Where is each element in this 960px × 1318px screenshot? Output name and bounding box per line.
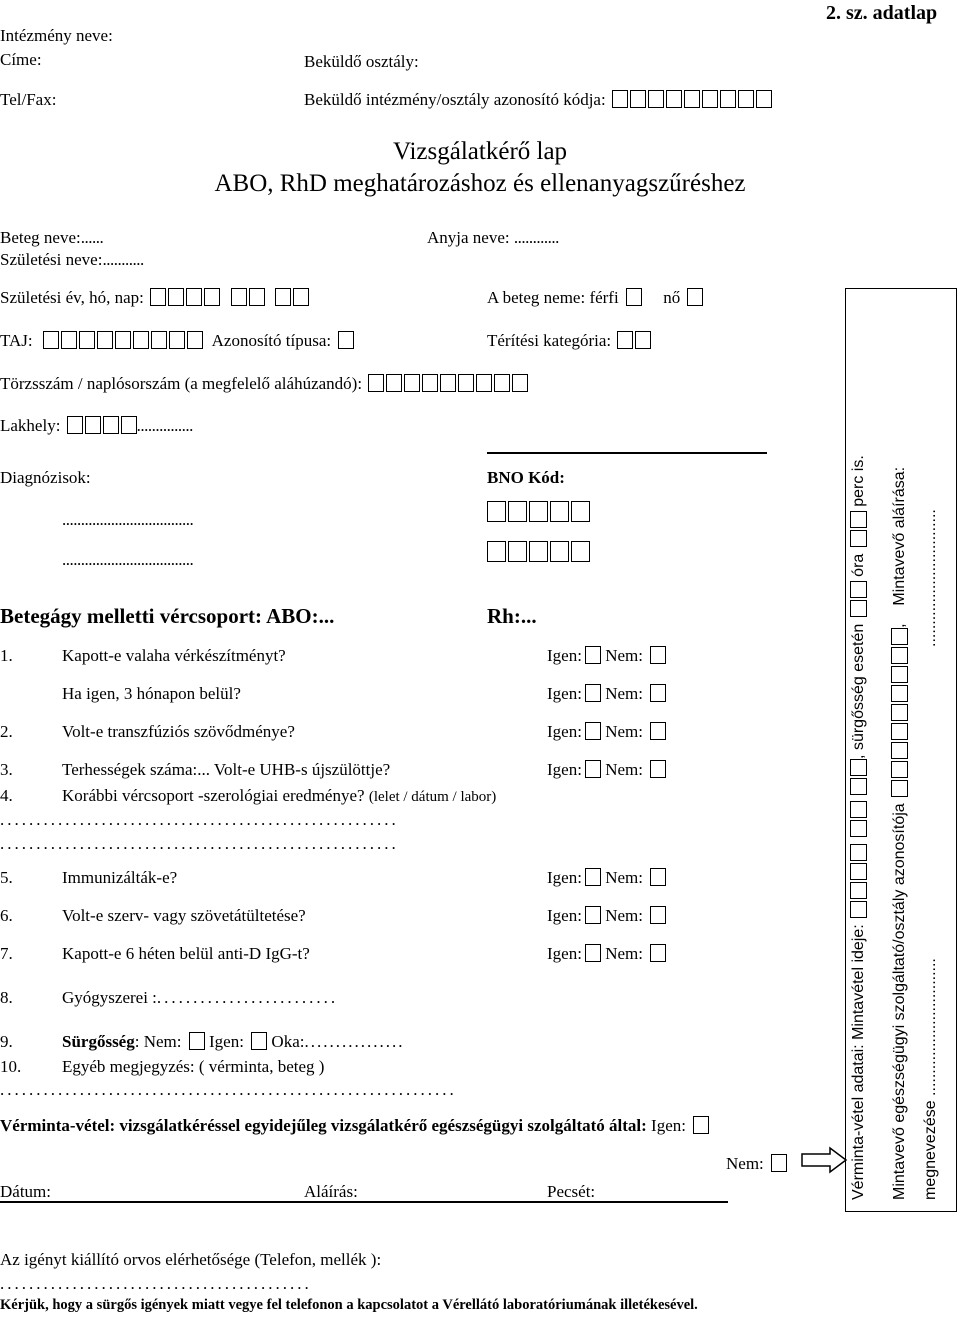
q6-text: Volt-e szerv- vagy szövetátültetése? <box>62 906 306 925</box>
diagnosis-label: Diagnózisok: <box>0 468 91 487</box>
sex-female-label: nő <box>663 288 681 307</box>
institution-label: Intézmény neve: <box>0 26 113 45</box>
q3-text: Terhességek száma:... Volt-e UHB-s újszülöttje? <box>62 760 391 779</box>
q7-yes-checkbox[interactable] <box>585 944 601 962</box>
postal-code-boxes[interactable] <box>65 416 137 436</box>
sampling-date-year-boxes[interactable] <box>850 844 868 920</box>
side-line-2-a: Mintavevő egészségügyi szolgáltató/osztály azonosítója <box>891 803 908 1200</box>
sampling-minute-boxes[interactable] <box>850 511 868 549</box>
fee-boxes[interactable] <box>615 331 651 351</box>
contact-value[interactable]: ........................................... <box>0 1274 312 1293</box>
q9-row <box>62 1032 404 1052</box>
register-boxes[interactable] <box>366 374 528 394</box>
birth-day-boxes[interactable] <box>273 288 309 308</box>
q1b-text: Ha igen, 3 hónapon belül? <box>62 684 241 703</box>
urgent-note: Kérjük, hogy a sürgős igények miatt vegye fel telefonon a kapcsolatot a Vérellátó laboratóriumának illetékesével. <box>0 1297 698 1313</box>
side-line-1-d: perc is. <box>850 455 867 507</box>
residence-row <box>0 416 193 436</box>
q4-answer-line-1[interactable]: ....................................................... <box>0 810 399 829</box>
yes-label: Igen: <box>547 684 582 703</box>
q1-num: 1. <box>0 646 13 665</box>
bno-label: BNO Kód: <box>487 468 565 487</box>
stamp-label: Pecsét: <box>547 1182 596 1201</box>
id-type-label: Azonosító típusa: <box>211 331 332 350</box>
residence-label: Lakhely: <box>0 416 61 435</box>
birth-date-row <box>0 288 309 308</box>
yes-label: Igen: <box>547 760 582 779</box>
q10-value[interactable]: ............................................................... <box>0 1080 457 1099</box>
side-line-3 <box>922 509 940 1200</box>
q1-yes-checkbox[interactable] <box>585 646 601 664</box>
q3-yes-checkbox[interactable] <box>585 760 601 778</box>
q9-yes-label: Igen: <box>208 1032 244 1051</box>
patient-name-value[interactable]: ...... <box>80 228 104 247</box>
mother-name-label: Anyja neve: <box>427 228 510 247</box>
q4-hint: (lelet / dátum / labor) <box>368 789 497 805</box>
q1b-yes-checkbox[interactable] <box>585 684 601 702</box>
q8-value[interactable]: ......................... <box>156 988 339 1007</box>
q5-yes-checkbox[interactable] <box>585 868 601 886</box>
q9-reason-label: Oka: <box>271 1032 305 1051</box>
taj-boxes[interactable] <box>41 331 203 351</box>
q9-yes-checkbox[interactable] <box>251 1032 267 1050</box>
q1-no-checkbox[interactable] <box>650 646 666 664</box>
q6-answer <box>547 906 666 926</box>
birth-month-boxes[interactable] <box>229 288 265 308</box>
title-line-2: ABO, RhD meghatározáshoz és ellenanyagszűréshez <box>214 170 746 197</box>
q8-num: 8. <box>0 988 13 1007</box>
bedside-rh-label: Rh:... <box>487 604 537 628</box>
taj-label: TAJ: <box>0 331 33 350</box>
q5-answer <box>547 868 666 888</box>
sex-label: A beteg neme: férfi <box>487 288 619 307</box>
no-label: Nem: <box>605 760 643 779</box>
yes-label: Igen: <box>547 646 582 665</box>
sheet-number: 2. sz. adatlap <box>826 2 938 24</box>
q2-yes-checkbox[interactable] <box>585 722 601 740</box>
bno-code-2-boxes[interactable] <box>485 541 590 564</box>
id-type-checkbox[interactable] <box>338 331 354 349</box>
patient-name-row <box>0 228 103 248</box>
sending-dept-label: Beküldő osztály: <box>304 52 419 71</box>
signature-label: Aláírás: <box>304 1182 358 1201</box>
sampling-no-label: Nem: <box>726 1154 764 1173</box>
q1-text: Kapott-e valaha vérkészítményt? <box>62 646 286 665</box>
q9-label: Sürgősség <box>62 1032 135 1051</box>
q2-text: Volt-e transzfúziós szövődménye? <box>62 722 295 741</box>
q4-num: 4. <box>0 786 13 805</box>
q7-num: 7. <box>0 944 13 963</box>
q7-answer <box>547 944 666 964</box>
side-line-1-a: Vérminta-vétel adatai: Mintavétel ideje: <box>850 924 867 1200</box>
q10-text: Egyéb megjegyzés: ( vérminta, beteg ) <box>62 1057 325 1076</box>
side-line-1 <box>850 455 868 1200</box>
sampling-row <box>0 1116 709 1136</box>
q10-num: 10. <box>0 1057 22 1076</box>
no-label: Nem: <box>605 646 643 665</box>
residence-value[interactable]: ............... <box>136 416 193 435</box>
sampling-question: Vérminta-vétel: vizsgálatkéréssel egyidejűleg vizsgálatkérő egészségügyi szolgáltató által: <box>0 1116 647 1135</box>
no-label: Nem: <box>605 684 643 703</box>
q6-no-checkbox[interactable] <box>650 906 666 924</box>
q6-num: 6. <box>0 906 13 925</box>
side-line-2 <box>891 467 909 1200</box>
birth-name-value[interactable]: ........... <box>102 250 144 269</box>
sampler-code-boxes[interactable] <box>891 628 909 799</box>
side-line-3-a[interactable]: megnevezése ............................... <box>922 958 939 1200</box>
mother-name-value[interactable]: ............ <box>513 228 559 247</box>
signature-line <box>0 1201 728 1203</box>
bedside-abo-label: Betegágy melletti vércsoport: ABO:... <box>0 604 335 628</box>
date-label: Dátum: <box>0 1182 51 1201</box>
sampling-no-row <box>726 1154 787 1174</box>
contact-label: Az igényt kiállító orvos elérhetősége (Telefon, mellék ): <box>0 1250 382 1269</box>
side-line-1-b: , sürgősség esetén <box>850 623 867 759</box>
q4-row <box>62 786 496 806</box>
yes-label: Igen: <box>547 944 582 963</box>
q9-num: 9. <box>0 1032 13 1051</box>
sampling-yes-checkbox[interactable] <box>693 1116 709 1134</box>
sampling-hour-boxes[interactable] <box>850 581 868 619</box>
sampling-yes-label: Igen: <box>651 1116 686 1135</box>
side-line-2-c: Mintavevő aláírása: <box>891 466 908 606</box>
sampling-no-checkbox[interactable] <box>771 1154 787 1172</box>
q2-answer <box>547 722 666 742</box>
mother-name-row <box>427 228 559 248</box>
q6-yes-checkbox[interactable] <box>585 906 601 924</box>
diagnosis-line-2[interactable]: ................................... <box>62 550 194 569</box>
q9-no-checkbox[interactable] <box>189 1032 205 1050</box>
q7-text: Kapott-e 6 héten belül anti-D IgG-t? <box>62 944 310 963</box>
q2-num: 2. <box>0 722 13 741</box>
title-line-1: Vizsgálatkérő lap <box>392 138 568 165</box>
q7-no-checkbox[interactable] <box>650 944 666 962</box>
sex-female-checkbox[interactable] <box>687 288 703 306</box>
yes-label: Igen: <box>547 722 582 741</box>
q4-answer-line-2[interactable]: ....................................................... <box>0 834 399 853</box>
no-label: Nem: <box>605 906 643 925</box>
sampling-date-month-boxes[interactable] <box>850 801 868 839</box>
no-label: Nem: <box>605 722 643 741</box>
sampling-date-day-boxes[interactable] <box>850 759 868 797</box>
sex-row <box>487 288 703 308</box>
birth-year-boxes[interactable] <box>148 288 220 308</box>
address-label: Címe: <box>0 50 42 69</box>
q5-no-checkbox[interactable] <box>650 868 666 886</box>
yes-label: Igen: <box>547 906 582 925</box>
q3-answer <box>547 760 666 780</box>
birth-name-label: Születési neve: <box>0 250 103 269</box>
patient-name-label: Beteg neve: <box>0 228 81 247</box>
diagnosis-line-1[interactable]: ................................... <box>62 510 194 529</box>
bno-code-1-boxes[interactable] <box>485 501 590 524</box>
phone-label: Tel/Fax: <box>0 90 57 109</box>
no-label: Nem: <box>605 944 643 963</box>
q5-text: Immunizálták-e? <box>62 868 178 887</box>
sending-code-label: Beküldő intézmény/osztály azonosító kódja: <box>304 90 606 109</box>
side-line-1-c: óra <box>850 553 867 577</box>
no-label: Nem: <box>605 868 643 887</box>
arrow-right-icon <box>800 1146 848 1174</box>
birth-date-label: Születési év, hó, nap: <box>0 288 144 307</box>
q2-no-checkbox[interactable] <box>650 722 666 740</box>
q1-answer <box>547 646 666 666</box>
taj-row <box>0 331 354 351</box>
q8-row <box>62 988 338 1008</box>
q3-no-checkbox[interactable] <box>650 760 666 778</box>
sending-code-row <box>304 90 772 110</box>
q8-text: Gyógyszerei : <box>62 988 157 1007</box>
yes-label: Igen: <box>547 868 582 887</box>
side-line-2-b: , <box>891 623 908 628</box>
sending-code-boxes[interactable] <box>610 90 772 110</box>
q5-num: 5. <box>0 868 13 887</box>
register-row <box>0 374 528 394</box>
q9-no-label: : Nem: <box>134 1032 182 1051</box>
sex-male-checkbox[interactable] <box>626 288 642 306</box>
q9-reason-value[interactable]: ................ <box>304 1032 405 1051</box>
q3-num: 3. <box>0 760 13 779</box>
q4-text: Korábbi vércsoport -szerológiai eredménye? <box>62 786 365 805</box>
q1b-no-checkbox[interactable] <box>650 684 666 702</box>
fee-row <box>487 331 651 351</box>
side-line-3-b[interactable]: ............................... <box>922 509 939 647</box>
divider-line <box>487 452 767 454</box>
fee-label: Térítési kategória: <box>487 331 612 350</box>
birth-name-row <box>0 250 144 270</box>
q1b-answer <box>547 684 666 704</box>
register-label: Törzsszám / naplósorszám (a megfelelő aláhúzandó): <box>0 374 363 393</box>
